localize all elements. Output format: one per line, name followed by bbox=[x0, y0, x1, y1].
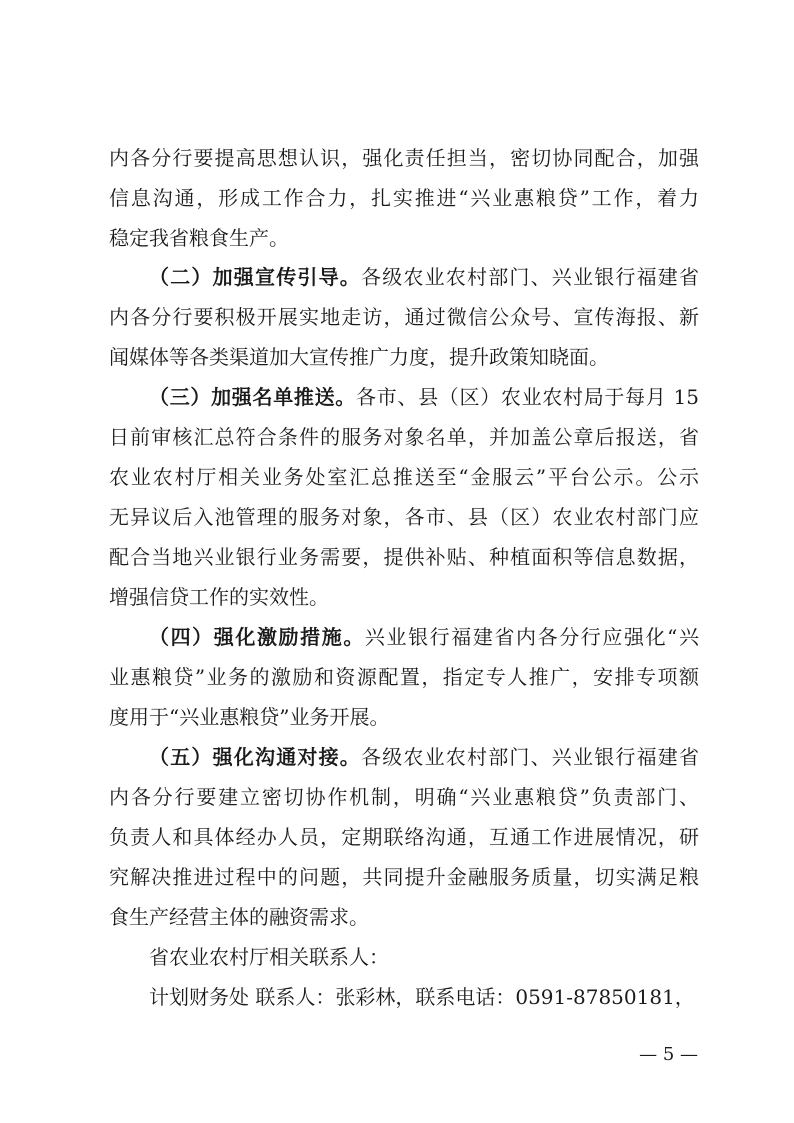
section-4-text: 兴业银行福建省内各分行应强化“兴 bbox=[364, 625, 699, 649]
section-2-heading: （二）加强宣传引导。 bbox=[149, 265, 361, 289]
paragraph-line: 业惠粮贷”业务的激励和资源配置，指定专人推广，安排专项额 bbox=[109, 665, 699, 689]
section-5-first-line bbox=[149, 744, 699, 770]
contact-line: 计划财务处 联系人：张彩林，联系电话：0591-87850181， bbox=[149, 985, 695, 1009]
paragraph-line: 内各分行要提高思想认识，强化责任担当，密切协同配合，加强 bbox=[109, 146, 699, 170]
paragraph-line: 负责人和具体经办人员，定期联络沟通，互通工作进展情况，研 bbox=[109, 825, 699, 849]
section-3-first-line bbox=[149, 384, 699, 410]
paragraph-line: 日前审核汇总符合条件的服务对象名单，并加盖公章后报送，省 bbox=[109, 425, 699, 449]
section-2-text: 各级农业农村部门、兴业银行福建省 bbox=[361, 265, 699, 289]
paragraph-line: 度用于“兴业惠粮贷”业务开展。 bbox=[109, 705, 390, 729]
section-5-text: 各级农业农村部门、兴业银行福建省 bbox=[361, 745, 699, 769]
section-3-heading: （三）加强名单推送。 bbox=[149, 385, 356, 409]
paragraph-line: 内各分行要建立密切协作机制，明确“兴业惠粮贷”负责部门、 bbox=[109, 785, 699, 809]
section-4-heading: （四）强化激励措施。 bbox=[149, 625, 365, 649]
paragraph-line: 内各分行要积极开展实地走访，通过微信公众号、宣传海报、新 bbox=[109, 305, 699, 329]
paragraph-line: 无异议后入池管理的服务对象，各市、县（区）农业农村部门应 bbox=[109, 505, 699, 529]
paragraph-line: 信息沟通，形成工作合力，扎实推进“兴业惠粮贷”工作，着力 bbox=[109, 186, 699, 210]
contacts-heading: 省农业农村厅相关联系人： bbox=[149, 945, 389, 969]
section-5-heading: （五）强化沟通对接。 bbox=[149, 745, 361, 769]
paragraph-line: 配合当地兴业银行业务需要，提供补贴、种植面积等信息数据， bbox=[109, 545, 699, 569]
paragraph-line: 稳定我省粮食生产。 bbox=[109, 226, 289, 250]
paragraph-line: 增强信贷工作的实效性。 bbox=[109, 585, 329, 609]
section-3-text: 各市、县（区）农业农村局于每月 15 bbox=[356, 385, 699, 409]
section-2-first-line bbox=[149, 264, 699, 290]
paragraph-line: 农业农村厅相关业务处室汇总推送至“金服云”平台公示。公示 bbox=[109, 465, 699, 489]
paragraph-line: 闻媒体等各类渠道加大宣传推广力度，提升政策知晓面。 bbox=[109, 345, 609, 369]
paragraph-line: 食生产经营主体的融资需求。 bbox=[109, 905, 369, 929]
paragraph-line: 究解决推进过程中的问题，共同提升金融服务质量，切实满足粮 bbox=[109, 865, 699, 889]
page-number: — 5 — bbox=[639, 1044, 698, 1065]
section-4-first-line bbox=[149, 624, 699, 650]
